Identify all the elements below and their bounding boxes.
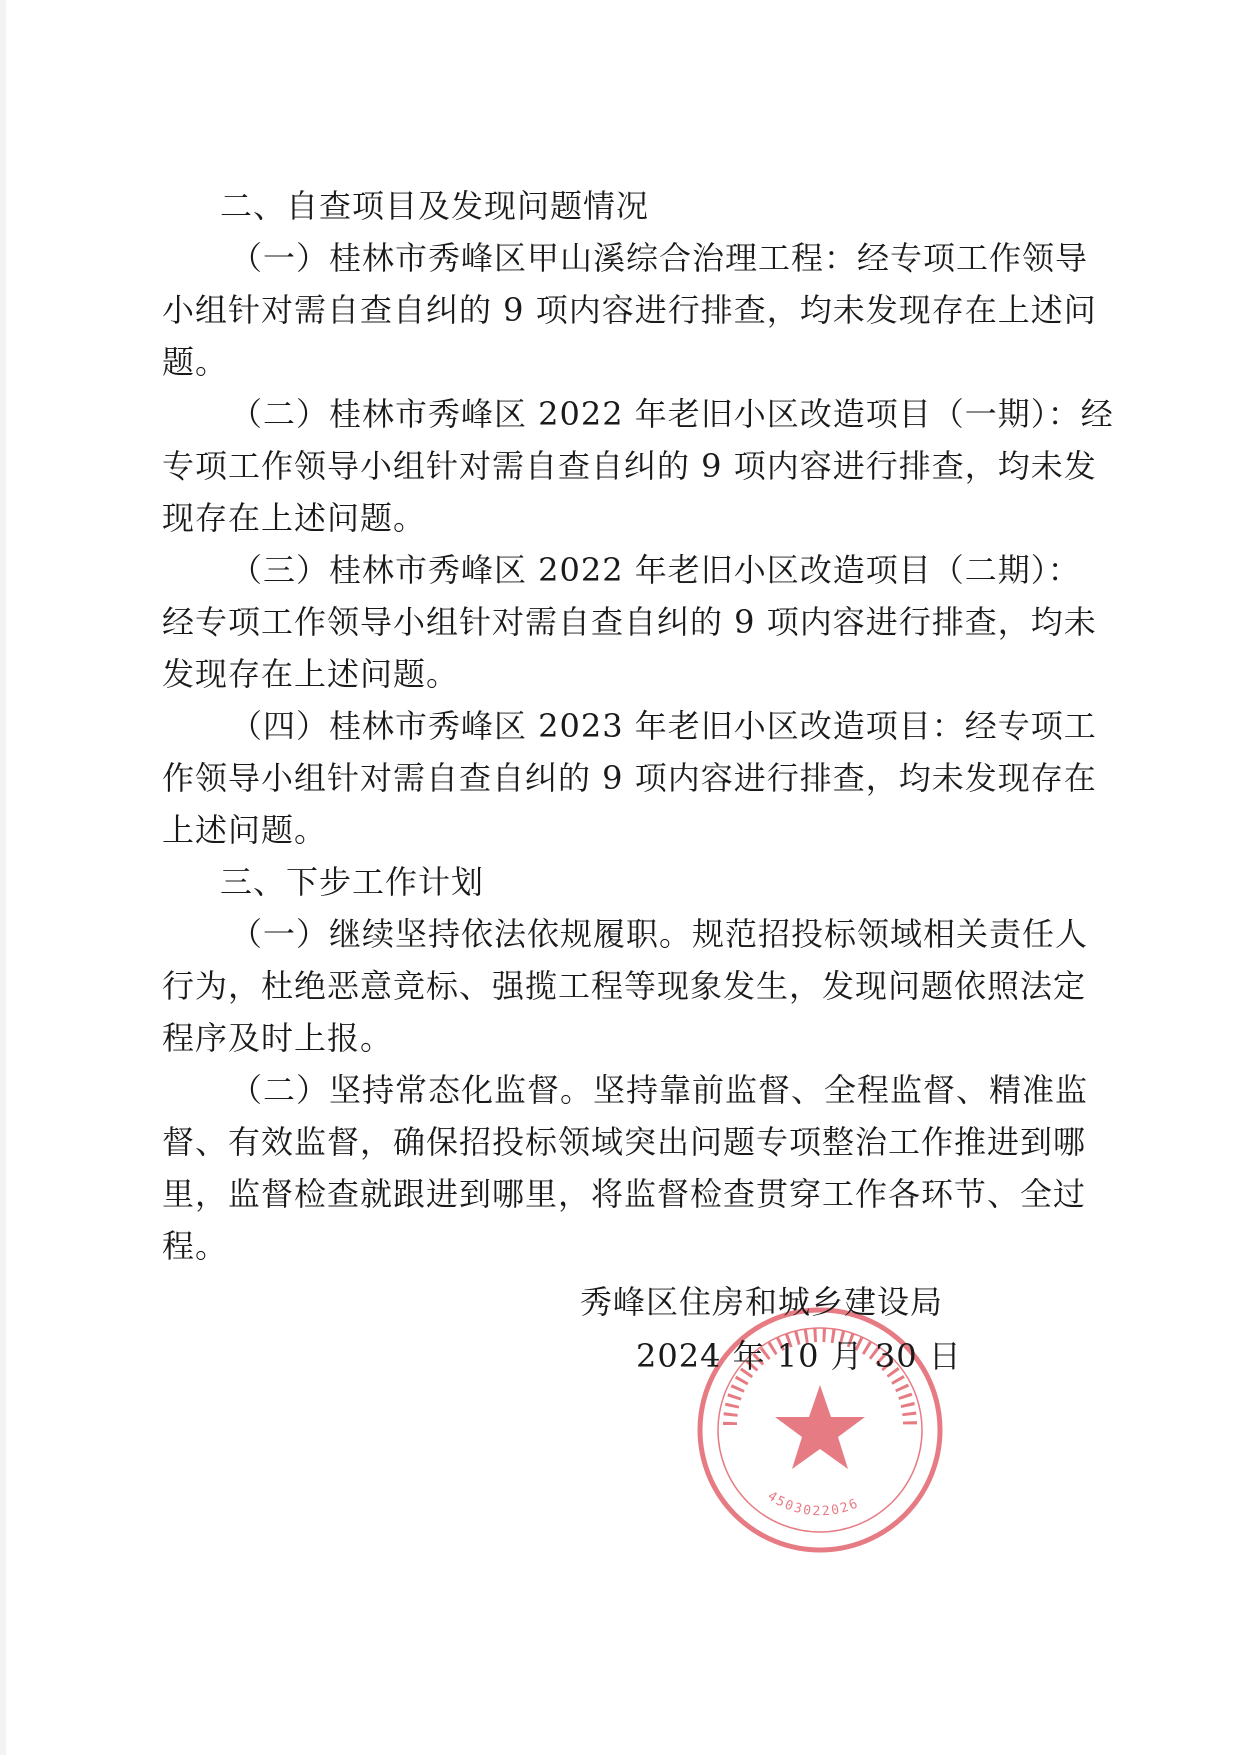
s3-item1-line2: 行为，杜绝恶意竞标、强揽工程等现象发生，发现问题依照法定 xyxy=(162,967,1087,1005)
s2-item3-line3: 发现存在上述问题。 xyxy=(162,655,460,693)
signature-org: 秀峰区住房和城乡建设局 xyxy=(580,1283,944,1321)
s3-item2-line2: 督、有效监督，确保招投标领域突出问题专项整治工作推进到哪 xyxy=(162,1123,1087,1161)
s3-item2-line1: （二）坚持常态化监督。坚持靠前监督、全程监督、精准监 xyxy=(230,1071,1089,1109)
s2-item3-line1: （三）桂林市秀峰区 2022 年老旧小区改造项目（二期）： xyxy=(230,551,1081,589)
s2-item1-line1: （一）桂林市秀峰区甲山溪综合治理工程：经专项工作领导 xyxy=(230,239,1089,277)
s3-item1-line1: （一）继续坚持依法依规履职。规范招投标领域相关责任人 xyxy=(230,915,1089,953)
s2-item4-line2: 作领导小组针对需自查自纠的 9 项内容进行排查，均未发现存在 xyxy=(162,759,1097,797)
section-3-heading: 三、下步工作计划 xyxy=(220,863,485,901)
s2-item4-line1: （四）桂林市秀峰区 2023 年老旧小区改造项目：经专项工 xyxy=(230,707,1097,745)
s2-item2-line2: 专项工作领导小组针对需自查自纠的 9 项内容进行排查，均未发 xyxy=(162,447,1097,485)
s2-item4-line3: 上述问题。 xyxy=(162,811,328,849)
svg-text:4503022026: 4503022026 xyxy=(764,1488,862,1520)
s2-item3-line2: 经专项工作领导小组针对需自查自纠的 9 项内容进行排查，均未 xyxy=(162,603,1097,641)
s3-item2-line4: 程。 xyxy=(162,1227,229,1265)
s2-item1-line2: 小组针对需自查自纠的 9 项内容进行排查，均未发现存在上述问 xyxy=(162,291,1097,329)
s3-item2-line3: 里，监督检查就跟进到哪里，将监督检查贯穿工作各环节、全过 xyxy=(162,1175,1087,1213)
s2-item2-line3: 现存在上述问题。 xyxy=(162,499,427,537)
signature-date: 2024 年 10 月 30 日 xyxy=(636,1337,962,1375)
s2-item1-line3: 题。 xyxy=(162,343,229,381)
scan-edge xyxy=(0,0,6,1755)
section-2-heading: 二、自查项目及发现问题情况 xyxy=(220,187,650,225)
s2-item2-line1: （二）桂林市秀峰区 2022 年老旧小区改造项目（一期）：经 xyxy=(230,395,1114,433)
s3-item1-line3: 程序及时上报。 xyxy=(162,1019,394,1057)
